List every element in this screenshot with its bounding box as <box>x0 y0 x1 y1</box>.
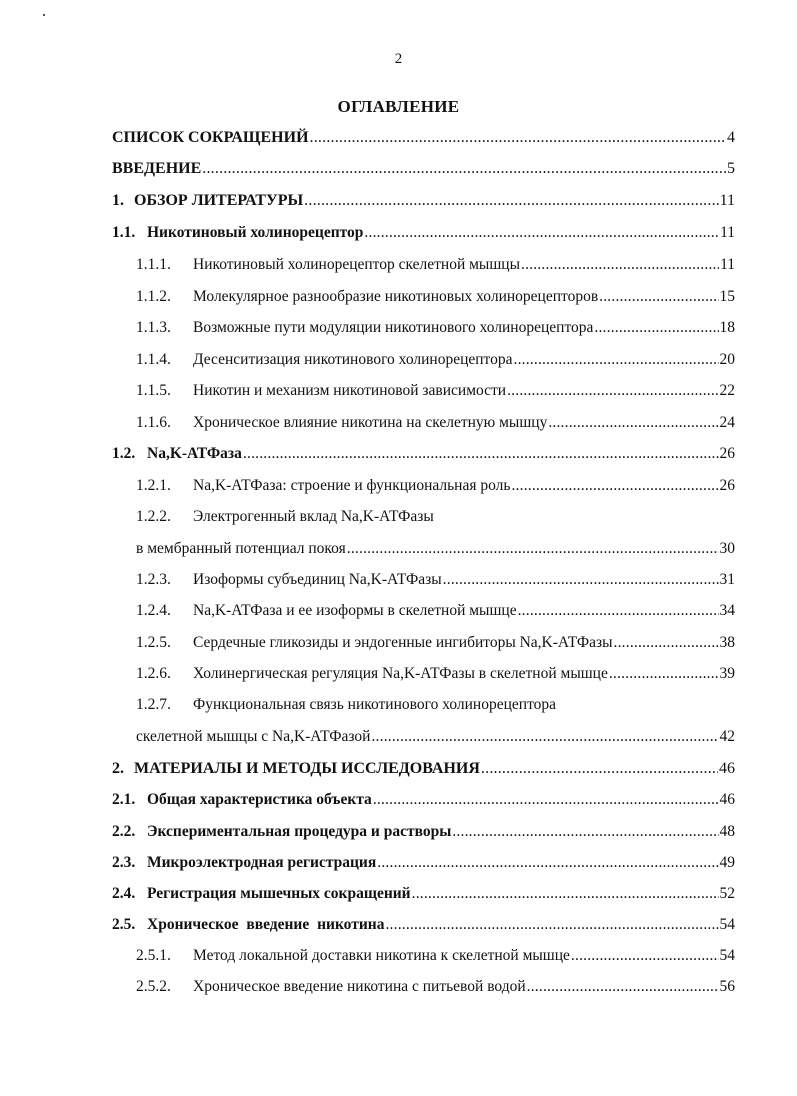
toc-entry-text: Молекулярное разнообразие никотиновых холинорецепторов <box>193 288 599 305</box>
toc-entry-page: 31 <box>719 571 735 588</box>
toc-entry-text: Электрогенный вклад Na,K-АТФазы <box>193 508 434 525</box>
toc-entry-page: 24 <box>719 414 735 431</box>
toc-leader <box>371 726 718 748</box>
toc-entry-text: Метод локальной доставки никотина к скелетной мышце <box>193 947 570 964</box>
toc-entry-text: Никотин и механизм никотиновой зависимости <box>193 382 507 399</box>
toc-entry-2[interactable] <box>112 758 735 780</box>
toc-entry-1-2-4[interactable] <box>136 600 735 622</box>
toc-leader <box>599 286 718 308</box>
toc-leader <box>609 663 719 685</box>
toc-entry-number: 2.3. <box>112 854 136 871</box>
toc-entry-1-1-1[interactable] <box>136 254 735 276</box>
toc-leader <box>443 569 719 591</box>
toc-entry-1-2-2-continued[interactable] <box>136 538 735 560</box>
toc-entry-page: 34 <box>719 602 735 619</box>
toc-entry-text: Na,K-АТФаза <box>147 445 242 462</box>
toc-entry-text: в мембранный потенциал покоя <box>136 540 346 557</box>
toc-entry-page: 56 <box>719 978 735 995</box>
toc-leader <box>548 412 718 434</box>
toc-entry-page: 11 <box>720 224 735 241</box>
toc-entry-text: Функциональная связь никотинового холинорецептора <box>193 696 557 713</box>
toc-entry-page: 15 <box>719 288 735 305</box>
toc-entry-1-2-7[interactable] <box>136 694 735 716</box>
toc-entry-1-1-4[interactable] <box>136 349 735 371</box>
toc-entry-page: 52 <box>719 885 735 902</box>
toc-entry-2-4[interactable] <box>112 883 735 905</box>
toc-entry-page: 20 <box>719 351 735 368</box>
toc-entry-number: 1.1.6. <box>136 414 171 431</box>
toc-entry-introduction[interactable] <box>112 158 735 180</box>
toc-entry-text: Никотиновый холинорецептор скелетной мышцы <box>193 256 520 273</box>
toc-entry-number: 1.1.1. <box>136 256 171 273</box>
toc-entry-number: 2.1. <box>112 791 136 808</box>
toc-entry-page: 39 <box>719 665 735 682</box>
toc-entry-number: 1.1. <box>112 224 136 241</box>
toc-entry-number: 1.2.3. <box>136 571 171 588</box>
toc-leader <box>481 758 718 780</box>
toc-leader <box>452 821 718 843</box>
toc-entry-1-1-6[interactable] <box>136 412 735 434</box>
toc-entry-text: Хроническое влияние никотина на скелетную мышцу <box>193 414 548 431</box>
toc-entry-text: Хроническое введение никотина с питьевой водой <box>193 978 526 995</box>
toc-entry-number: 1.1.3. <box>136 319 171 336</box>
toc-leader <box>385 914 718 936</box>
toc-entry-2-5-2[interactable] <box>136 976 735 998</box>
toc-entry-number: 2.5.1. <box>136 947 171 964</box>
toc-entry-page: 11 <box>720 256 735 273</box>
toc-entry-page: 18 <box>719 319 735 336</box>
toc-entry-number: 1.1.5. <box>136 382 171 399</box>
toc-entry-page: 54 <box>719 947 735 964</box>
toc-entry-text: ОБЗОР ЛИТЕРАТУРЫ <box>134 192 304 209</box>
toc-leader <box>614 632 719 654</box>
toc-leader <box>594 317 718 339</box>
toc-entry-number: 1. <box>112 192 124 209</box>
toc-entry-number: 2.5. <box>112 916 136 933</box>
toc-leader <box>521 254 719 276</box>
toc-entry-1-1-2[interactable] <box>136 286 735 308</box>
toc-entry-page: 30 <box>719 540 735 557</box>
toc-entry-page: 11 <box>719 192 735 209</box>
toc-leader <box>511 475 718 497</box>
toc-entry-text: МАТЕРИАЛЫ И МЕТОДЫ ИССЛЕДОВАНИЯ <box>134 760 480 777</box>
toc-entry-2-3[interactable] <box>112 852 735 874</box>
toc-title: ОГЛАВЛЕНИЕ <box>337 97 460 116</box>
toc-entry-number: 1.2. <box>112 445 136 462</box>
toc-leader <box>202 158 726 180</box>
toc-entry-1-2[interactable] <box>112 443 735 465</box>
toc-entry-text: Микроэлектродная регистрация <box>147 854 377 871</box>
toc-entry-abbreviations[interactable] <box>112 127 735 149</box>
toc-entry-1[interactable] <box>112 190 735 212</box>
toc-entry-page: 46 <box>719 791 735 808</box>
toc-entry-number: 1.2.7. <box>136 696 171 713</box>
toc-entry-number: 1.2.1. <box>136 477 171 494</box>
toc-entry-number: 1.2.5. <box>136 634 171 651</box>
toc-entry-page: 4 <box>727 129 735 146</box>
toc-entry-1-2-2[interactable] <box>136 506 735 528</box>
toc-entry-text: Экспериментальная процедура и растворы <box>147 823 452 840</box>
toc-entry-1-2-3[interactable] <box>136 569 735 591</box>
toc-entry-page: 26 <box>719 445 735 462</box>
toc-entry-text: Общая характеристика объекта <box>147 791 372 808</box>
toc-entry-text: Na,K-АТФаза: строение и функциональная роль <box>193 477 511 494</box>
toc-entry-page: 49 <box>719 854 735 871</box>
toc-leader <box>373 789 719 811</box>
toc-entry-text: Изоформы субъединиц Na,K-АТФазы <box>193 571 442 588</box>
toc-entry-page: 54 <box>719 916 735 933</box>
toc-entry-1-1-3[interactable] <box>136 317 735 339</box>
toc-entry-1-2-1[interactable] <box>136 475 735 497</box>
toc-entry-text: Холинергическая регуляция Na,K-АТФазы в скелетной мышце <box>193 665 608 682</box>
toc-entry-page: 46 <box>719 760 735 777</box>
toc-entry-text: Регистрация мышечных сокращений <box>147 885 411 902</box>
toc-leader <box>364 222 719 244</box>
toc-entry-text: Хроническое введение никотина <box>147 916 385 933</box>
toc-entry-page: 26 <box>719 477 735 494</box>
toc-leader <box>310 127 726 149</box>
toc-entry-1-2-6[interactable] <box>136 663 735 685</box>
toc-leader <box>304 190 718 212</box>
toc-entry-2-1[interactable] <box>112 789 735 811</box>
toc-entry-2-5-1[interactable] <box>136 945 735 967</box>
toc-entry-number: 1.2.2. <box>136 508 171 525</box>
toc-entry-number: 2.4. <box>112 885 136 902</box>
toc-entry-2-5[interactable] <box>112 914 735 936</box>
toc-entry-text: Возможные пути модуляции никотинового холинорецептора <box>193 319 594 336</box>
toc-entry-2-2[interactable] <box>112 821 735 843</box>
toc-entry-text: ВВЕДЕНИЕ <box>112 160 202 177</box>
toc-leader <box>507 380 718 402</box>
toc-entry-1-1[interactable] <box>112 222 735 244</box>
toc-leader <box>412 883 719 905</box>
toc-entry-page: 38 <box>719 634 735 651</box>
toc-leader <box>347 538 719 560</box>
page-number: 2 <box>394 51 403 67</box>
toc-entry-1-2-7-continued[interactable] <box>136 726 735 748</box>
toc-entry-number: 2. <box>112 760 124 777</box>
toc-leader <box>377 852 718 874</box>
toc-entry-page: 5 <box>727 160 735 177</box>
toc-entry-text: Никотиновый холинорецептор <box>147 224 364 241</box>
toc-entry-page: 48 <box>719 823 735 840</box>
toc-leader <box>518 600 719 622</box>
toc-entry-page: 42 <box>719 728 735 745</box>
toc-leader <box>571 945 719 967</box>
toc-entry-text: СПИСОК СОКРАЩЕНИЙ <box>112 129 309 146</box>
toc-entry-number: 1.2.6. <box>136 665 171 682</box>
toc-entry-text: Десенситизация никотинового холинорецептора <box>193 351 513 368</box>
toc-entry-number: 1.1.2. <box>136 288 171 305</box>
toc-entry-text: скелетной мышцы с Na,K-АТФазой <box>136 728 371 745</box>
toc-entry-text: Сердечные гликозиды и эндогенные ингибиторы Na,K-АТФазы <box>193 634 613 651</box>
toc-entry-number: 2.2. <box>112 823 136 840</box>
toc-entry-page: 22 <box>719 382 735 399</box>
toc-entry-1-2-5[interactable] <box>136 632 735 654</box>
toc-entry-text: Na,K-АТФаза и ее изоформы в скелетной мышце <box>193 602 517 619</box>
toc-leader <box>514 349 719 371</box>
toc-entry-number: 2.5.2. <box>136 978 171 995</box>
toc-entry-1-1-5[interactable] <box>136 380 735 402</box>
toc-entry-number: 1.2.4. <box>136 602 171 619</box>
toc-leader <box>527 976 719 998</box>
toc-entry-number: 1.1.4. <box>136 351 171 368</box>
toc-leader <box>243 443 719 465</box>
